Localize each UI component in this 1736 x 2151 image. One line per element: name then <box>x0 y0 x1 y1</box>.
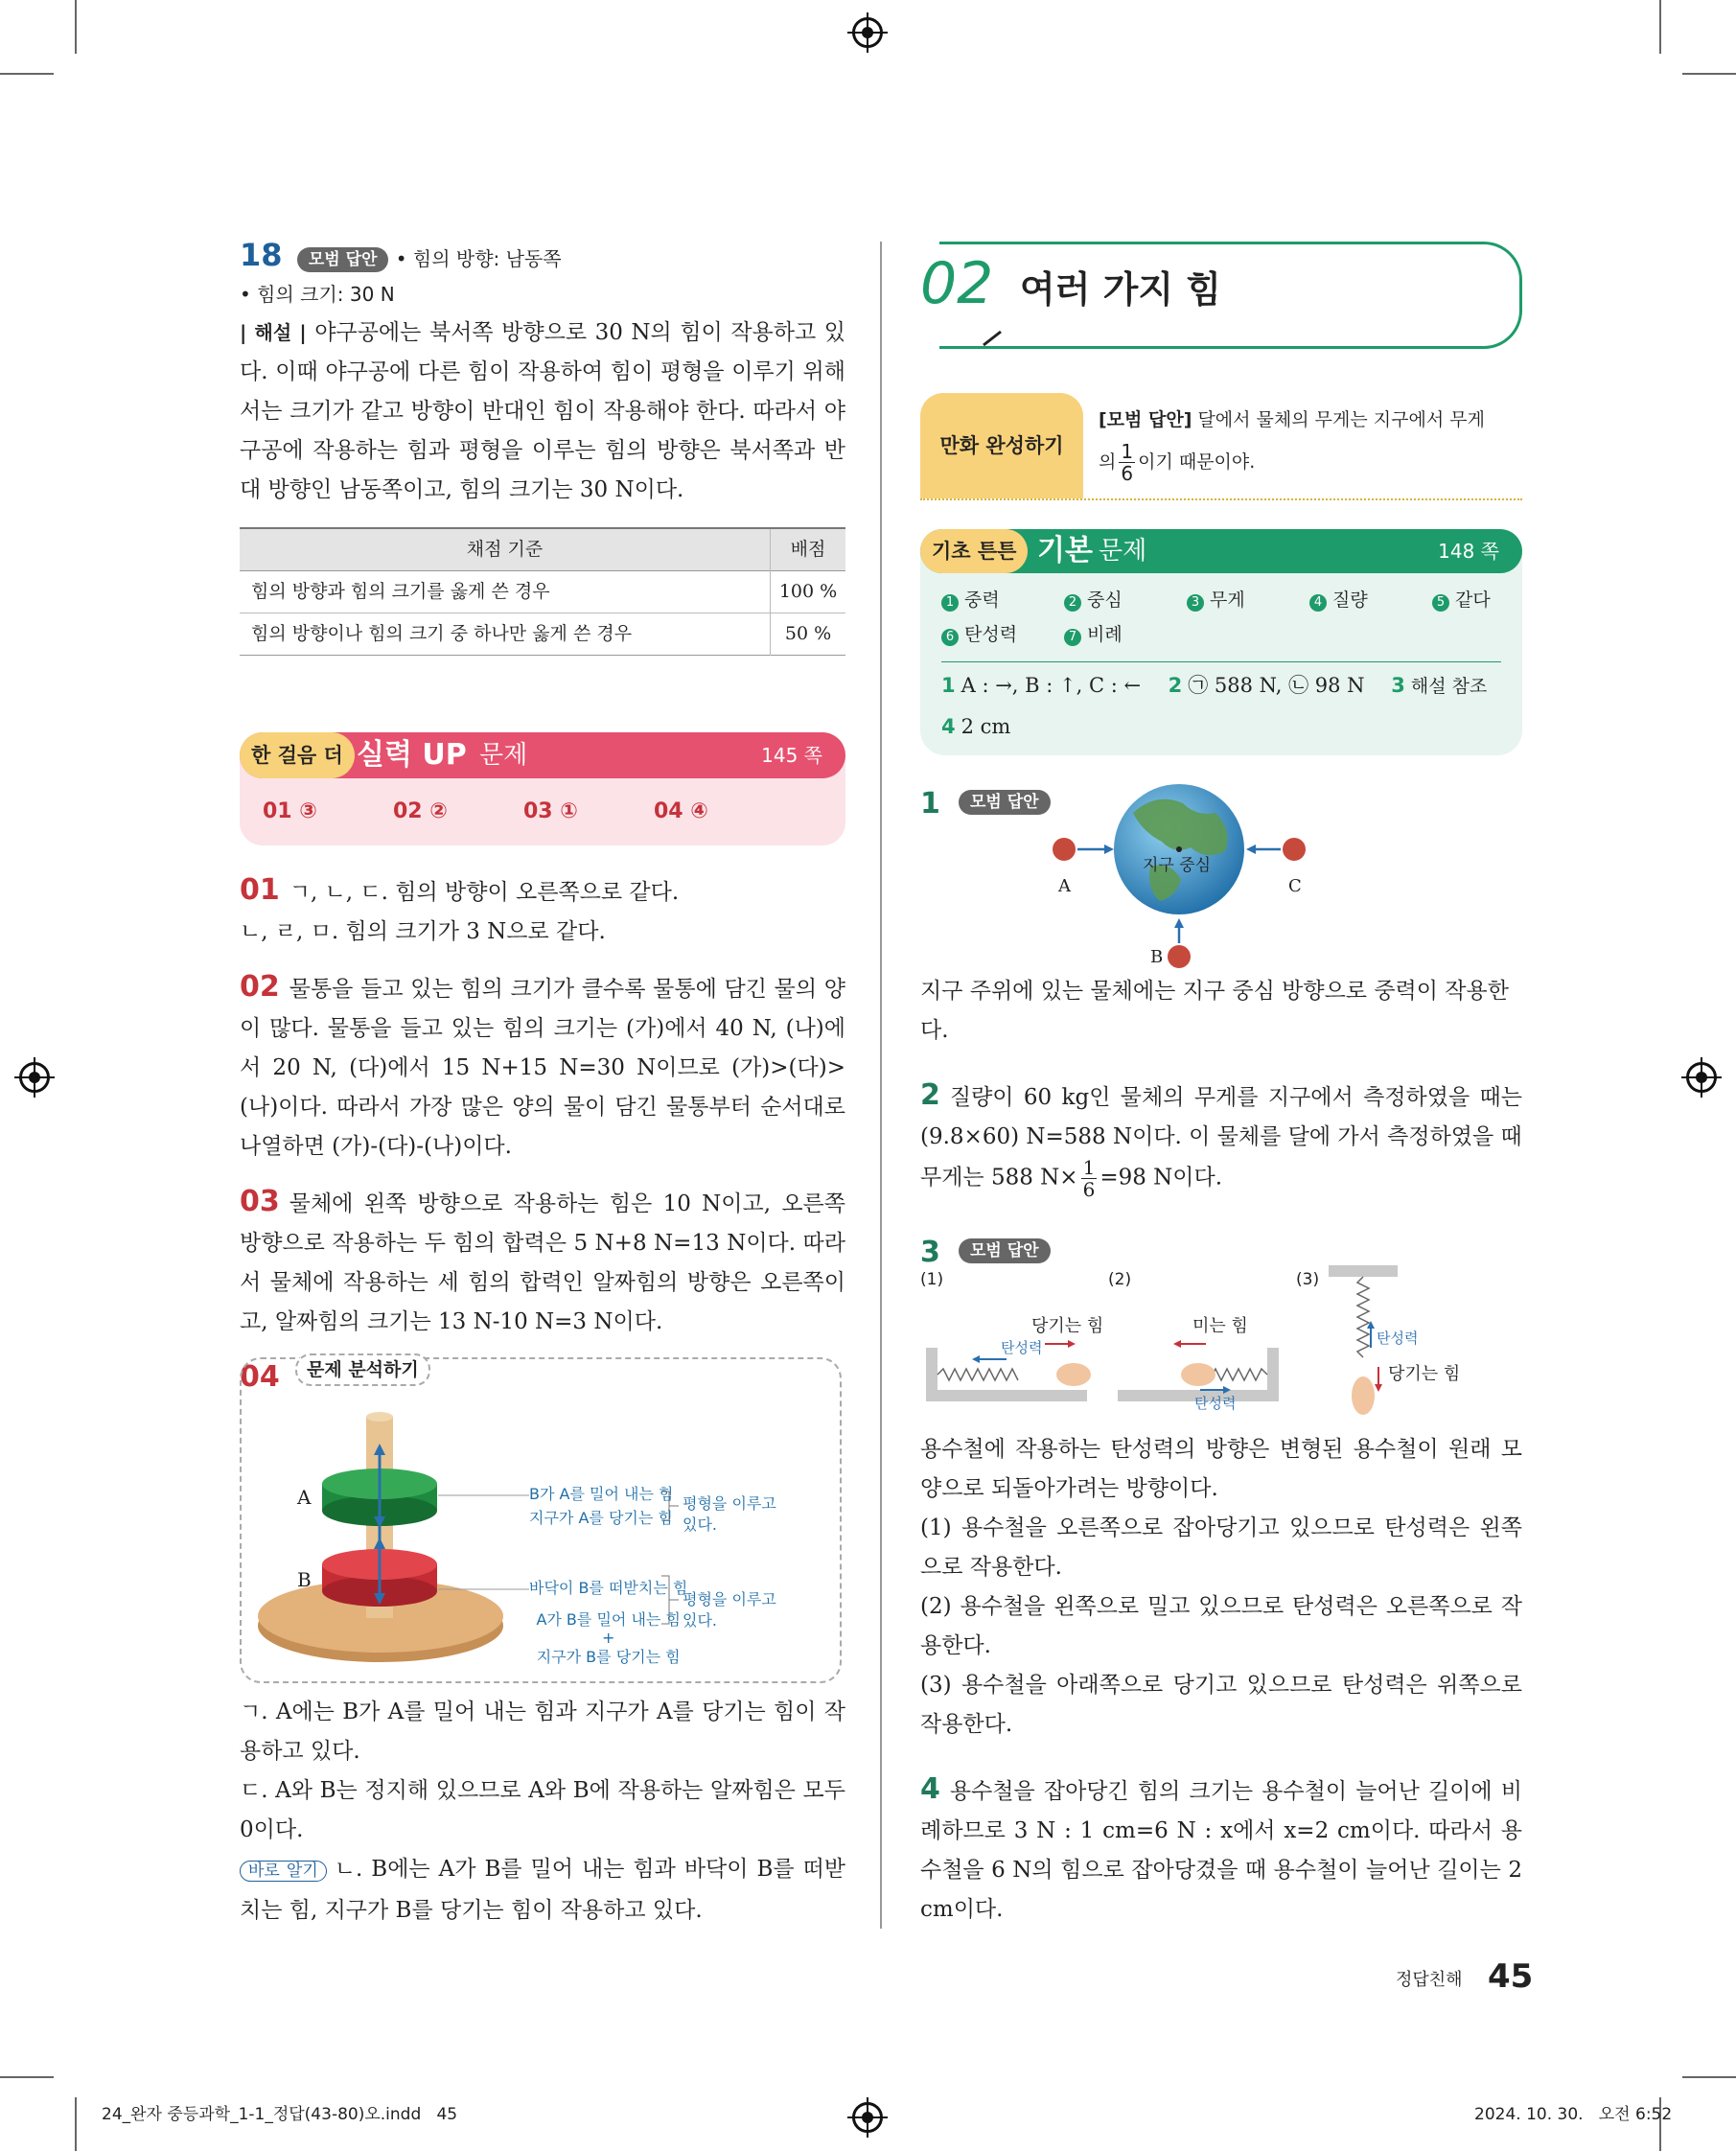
basic-title-bold: 기본 <box>1037 534 1093 567</box>
force-b-pushes-a: B가 A를 밀어 내는 힘 <box>529 1485 674 1503</box>
a01-line1: ㄱ, ㄴ, ㄷ. 힘의 방향이 오른쪽으로 같다. <box>289 880 680 905</box>
b3-line: (1) 용수철을 오른쪽으로 잡아당기고 있으므로 탄성력은 왼쪽으로 작용한다. <box>920 1515 1522 1580</box>
b3-line: (3) 용수철을 아래쪽으로 당기고 있으므로 탄성력은 위쪽으로 작용한다. <box>920 1673 1522 1737</box>
header-accent-mark <box>982 328 1005 347</box>
grading-row-score: 100 % <box>778 581 838 602</box>
crop-mark <box>1659 0 1661 54</box>
b3-number: 3 <box>920 1236 940 1269</box>
registration-mark-icon <box>1686 1062 1717 1093</box>
model-answer-badge: 모범 답안 <box>959 1238 1051 1263</box>
file-info: 24_완자 중등과학_1-1_정답(43-80)오.indd 45 <box>102 2105 458 2124</box>
plus-sign: + <box>601 1629 615 1647</box>
b1-text: 지구 주위에 있는 물체에는 지구 중심 방향으로 중력이 작용한다. <box>920 979 1509 1043</box>
blank-answer: 4 질량 <box>1309 583 1432 617</box>
a03-number: 03 <box>240 1185 280 1218</box>
grading-row-score: 50 % <box>784 623 832 644</box>
object-b-label: B <box>1150 947 1164 967</box>
upgrade-page: 145 쪽 <box>761 744 822 767</box>
upgrade-answer: 03 ① <box>523 799 578 823</box>
q18-magnitude: • 힘의 크기: 30 N <box>240 283 395 306</box>
registration-mark-icon <box>19 1062 50 1093</box>
section-header <box>920 242 1522 345</box>
a01 <box>240 870 845 952</box>
blank-answer: 3 무게 <box>1187 583 1309 617</box>
crop-mark <box>1682 73 1736 75</box>
elastic-force-label: 탄성력 <box>1194 1395 1237 1412</box>
footer-label: 정답친해 <box>1396 1970 1463 1990</box>
comic-answer-tag: [모범 답안] <box>1099 409 1192 430</box>
b3-line: 용수철에 작용하는 탄성력의 방향은 변형된 용수철이 원래 모양으로 되돌아가려는 방향이다. <box>920 1437 1522 1501</box>
a04-text3: ㄴ. B에는 A가 B를 밀어 내는 힘과 바닥이 B를 떠받치는 힘, 지구가 B를 당기는 힘이 작용하고 있다. <box>240 1857 846 1923</box>
a01-number: 01 <box>240 873 280 907</box>
basic-ans-number: 4 <box>941 715 956 738</box>
right-column <box>920 242 1522 1930</box>
upgrade-title-rest: 문제 <box>479 741 528 770</box>
force-earth-pulls-b: 지구가 B를 당기는 힘 <box>536 1648 681 1666</box>
upgrade-answer: 04 ④ <box>654 799 708 823</box>
basic-ans1: A : →, B : ↑, C : ← <box>961 674 1142 697</box>
figure-2-label: (2) <box>1108 1270 1132 1289</box>
analysis-box <box>240 1357 842 1683</box>
analysis-tag: 문제 분석하기 <box>295 1353 430 1386</box>
basic-box <box>920 529 1522 755</box>
ring-b-label: B <box>297 1568 312 1591</box>
basic-ans-number: 2 <box>1168 674 1183 697</box>
comic-box <box>920 393 1522 500</box>
force-a-pushes-b: A가 B를 밀어 내는 힘 <box>536 1610 681 1629</box>
column-divider <box>880 242 882 1929</box>
pull-force-label: 당기는 힘 <box>1031 1316 1104 1336</box>
registration-mark-icon <box>852 2102 883 2133</box>
b4 <box>920 1769 1522 1930</box>
ring-a-label: A <box>297 1486 312 1509</box>
figure-1-label: (1) <box>920 1270 944 1289</box>
a03-text: 물체에 왼쪽 방향으로 작용하는 힘은 10 N이고, 오른쪽 방향으로 작용하는 두 힘의 합력은 5 N+8 N=13 N이다. 따라서 물체에 작용하는 세 힘의 합력인 알짜힘의 방향은 오른쪽이고, 알짜힘의 크기는 13 N-10 N=3 N이다. <box>240 1191 845 1334</box>
b1 <box>920 784 1522 972</box>
blank-answer: 2 중심 <box>1064 583 1187 617</box>
a04-number: 04 <box>240 1360 280 1394</box>
fraction-denominator: 6 <box>1082 1178 1096 1201</box>
a02-text: 물통을 들고 있는 힘의 크기가 클수록 물통에 담긴 물의 양이 많다. 물통을 들고 있는 힘의 크기는 (가)에서 40 N, (나)에서 20 N, (다)에서 15 N+15 N=30 N이므로 (가)>(다)>(나)이다. 따라서 가장 많은 양의 물이 담긴 물통부터 순서대로 나열하면 (가)-(다)-(나)이다. <box>240 977 845 1159</box>
b4-number: 4 <box>920 1772 940 1806</box>
correct-tag: 바로 알기 <box>240 1861 327 1882</box>
left-column <box>240 236 845 1931</box>
model-answer-badge: 모범 답안 <box>959 790 1051 815</box>
b2-text: 질량이 60 kg인 물체의 무게를 지구에서 측정하였을 때는 (9.8×60) N=588 N이다. 이 물체를 달에 가서 측정하였을 때 <box>920 1085 1522 1149</box>
blank-answer: 1 중력 <box>941 583 1064 617</box>
crop-mark <box>0 2076 54 2078</box>
section-number: 02 <box>920 255 1003 312</box>
pull-force-label: 당기는 힘 <box>1388 1364 1461 1384</box>
comic-tag: 만화 완성하기 <box>920 393 1083 498</box>
section-title: 여러 가지 힘 <box>1020 268 1221 311</box>
upgrade-title-bold: 실력 UP <box>357 738 467 772</box>
force-floor-supports-b: 바닥이 B를 떠받치는 힘 <box>529 1579 688 1597</box>
elastic-force-label: 탄성력 <box>1001 1339 1043 1356</box>
b3 <box>920 1233 1522 1430</box>
push-force-label: 미는 힘 <box>1192 1316 1248 1336</box>
basic-ans3: 해설 참조 <box>1410 676 1488 697</box>
b3-line: (2) 용수철을 왼쪽으로 밀고 있으므로 탄성력은 오른쪽으로 작용한다. <box>920 1594 1522 1658</box>
upgrade-box <box>240 732 845 845</box>
blank-answer: 7 비례 <box>1064 617 1187 652</box>
crop-mark <box>75 2097 77 2151</box>
q18-explanation: 야구공에는 북서쪽 방향으로 30 N의 힘이 작용하고 있다. 이때 야구공에 다른 힘이 작용하여 힘이 평형을 이루기 위해서는 크기가 같고 방향이 반대인 힘이 작용해야 한다. 따라서 야구공에 작용하는 힘과 평형을 이루는 힘의 방향은 북서쪽과 반대 방향인 남동쪽이고, 힘의 크기는 30 N이다. <box>240 320 846 502</box>
grading-table <box>240 527 845 656</box>
crop-mark <box>75 0 77 54</box>
crop-mark <box>0 73 54 75</box>
grading-row-criteria: 힘의 방향과 힘의 크기를 옳게 쓴 경우 <box>240 571 771 613</box>
fraction-denominator: 6 <box>1121 462 1134 485</box>
q18 <box>240 236 845 510</box>
upgrade-tag: 한 걸음 더 <box>240 732 355 778</box>
blank-answer: 5 같다 <box>1432 583 1509 617</box>
a04-text1: ㄱ. A에는 B가 A를 밀어 내는 힘과 지구가 A를 당기는 힘이 작용하고 있다. <box>240 1700 845 1764</box>
explanation-tag: | 해설 | <box>240 321 307 344</box>
a04 <box>240 1357 845 1931</box>
b2 <box>920 1076 1522 1200</box>
a01-line2: ㄴ, ㄹ, ㅁ. 힘의 크기가 3 N으로 같다. <box>240 919 606 944</box>
b2-last-pre: 무게는 588 N× <box>920 1165 1078 1191</box>
basic-ans-number: 3 <box>1391 674 1405 697</box>
grading-row-criteria: 힘의 방향이나 힘의 크기 중 하나만 옳게 쓴 경우 <box>240 613 771 656</box>
basic-ans2: ㉠ 588 N, ㉡ 98 N <box>1188 674 1365 697</box>
earth-gravity-diagram <box>920 784 1522 972</box>
basic-ans4: 2 cm <box>961 715 1011 738</box>
blank-answer: 6 탄성력 <box>941 617 1064 652</box>
fraction-numerator: 1 <box>1121 440 1134 463</box>
q18-number: 18 <box>240 237 283 273</box>
b1-number: 1 <box>920 787 940 821</box>
a03 <box>240 1182 845 1342</box>
a02 <box>240 967 845 1167</box>
balance-label: 평형을 이루고 있다. <box>683 1494 776 1534</box>
grading-header-criteria: 채점 기준 <box>240 528 771 571</box>
fraction-numerator: 1 <box>1082 1156 1096 1179</box>
elastic-force-label: 탄성력 <box>1377 1330 1419 1347</box>
b2-last-post: =98 N이다. <box>1099 1165 1223 1191</box>
figure-3-label: (3) <box>1296 1270 1320 1289</box>
print-timestamp: 2024. 10. 30. 오전 6:52 <box>1474 2105 1673 2124</box>
a04-text2: ㄷ. A와 B는 정지해 있으므로 A와 B에 작용하는 알짜힘은 모두 0이다. <box>240 1778 845 1842</box>
comic-line2-pre: 의 <box>1099 451 1117 473</box>
balance-label: 평형을 이루고 있다. <box>683 1590 776 1630</box>
basic-page: 148 쪽 <box>1438 540 1499 563</box>
model-answer-badge: 모범 답안 <box>297 247 389 272</box>
comic-line2-post: 이기 때문이야. <box>1138 451 1256 473</box>
force-earth-pulls-a: 지구가 A를 당기는 힘 <box>529 1509 673 1527</box>
q18-direction: • 힘의 방향: 남동쪽 <box>395 247 562 270</box>
basic-ans-number: 1 <box>941 674 956 697</box>
object-a-label: A <box>1058 876 1071 896</box>
grading-header-score: 배점 <box>790 539 826 560</box>
basic-tag: 기초 튼튼 <box>920 529 1028 573</box>
earth-center-label: 지구 중심 <box>1143 856 1212 875</box>
registration-mark-icon <box>852 17 883 48</box>
object-c-label: C <box>1288 876 1302 896</box>
comic-line1: 달에서 물체의 무게는 지구에서 무게 <box>1197 409 1485 430</box>
b4-text: 용수철을 잡아당긴 힘의 크기는 용수철이 늘어난 길이에 비례하므로 3 N : 1 cm=6 N : x에서 x=2 cm이다. 따라서 용수철을 6 N의 힘으로 잡아당겼을 때 용수철이 늘어난 길이는 2 cm이다. <box>920 1779 1522 1922</box>
page-number: 45 <box>1488 1957 1534 1996</box>
upgrade-answer: 02 ② <box>393 799 448 823</box>
a02-number: 02 <box>240 970 280 1004</box>
basic-title-rest: 문제 <box>1099 537 1147 566</box>
upgrade-answer: 01 ③ <box>263 799 317 823</box>
b2-number: 2 <box>920 1078 940 1112</box>
crop-mark <box>1682 2076 1736 2078</box>
